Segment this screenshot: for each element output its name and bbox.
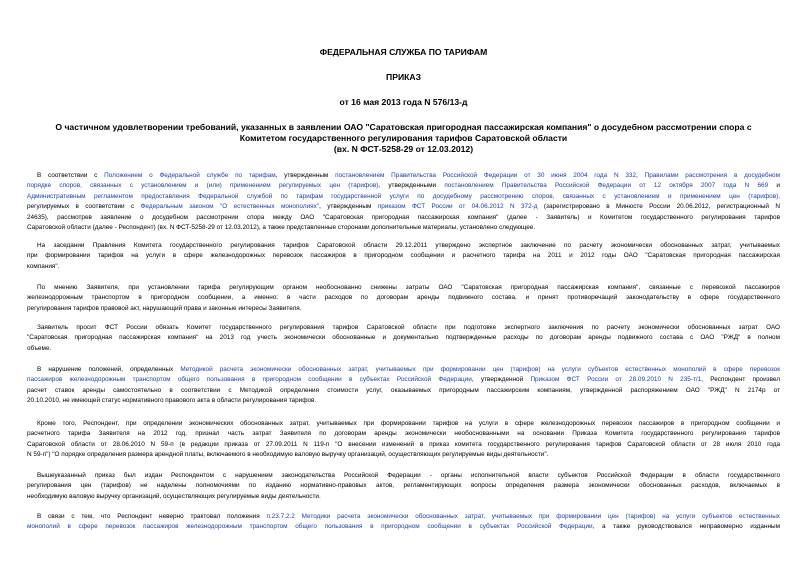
paragraph-line: регулирования цен (тарифов) не наделены полномочиями по изданию нормативно-правовых актов, регламентирующих вопросы определения размера экономически обоснованных расходов, включаемых в [27,482,780,490]
text-run: , Респондент произвел [701,376,781,384]
link-methodology-clause-cont[interactable]: монополий в сфере перевозок пассажиров железнодорожным транспортом общего пользования в пригородном сообщении в субъектах Российской Федерации [27,523,593,531]
link-dispute-rules-cont[interactable]: порядке споров, связанных с установлением и (или) применением регулируемых цен (тарифов) [27,182,379,190]
link-fst-regulation[interactable]: Положением о Федеральной службе по тарифам [104,172,276,179]
text-run: (зарегистрировано в Минюсте России 20.06.2012, регистрационный N [537,203,780,211]
text-run: , [636,172,645,179]
link-fst-order-372[interactable]: приказом ФСТ России от 04.06.2012 N 372-д [377,203,538,211]
paragraph-line: Кроме того, Респондент, при определении экономических обоснованных затрат, учитываемых при формировании тарифов на услуги в сфере железнодорожных перевозок пассажиров в пригородном сообщении и [37,420,780,427]
text-run: регулируемых в соответствии с [27,203,141,211]
paragraph-line: при формировании тарифов на услуги в сфере железнодорожных перевозок пассажиров в пригородном сообщении и расчетного тарифа на 2011 и 2012 годы ОАО "Саратовская пригородная пассажирская [27,252,780,260]
paragraph-line: По мнению Заявителя, при установлении тарифа регулирующим органом необоснованно снижены затраты ОАО "Саратовская пригородная пассажирская компания", связанные с перевозкой пассажиров [37,284,780,291]
paragraph-7 [27,471,780,502]
paragraph-line: Саратовской области (далее - Респондент) (вх. N ФСТ-5258-29 от 12.03.2012), а также представленные сторонами дополнительные материалы, установлено следующее. [27,224,536,232]
paragraph-line: компания". [27,262,60,270]
paragraph-line: N 59-п") "О порядке определения размера арендной платы, включаемого в необходимую валовую выручку организаций, осуществляющих регулируемые виды деятельности". [27,451,549,459]
paragraph-line: Саратовской области от 28.06.2010 N 59-п (в редакции приказа от 27.09.2011 N 119-п "О внесении изменений в приказ комитета государственного регулирования тарифов Саратовской области от 28 июля 2010 года [27,440,780,448]
paragraph-line: На заседании Правления Комитета государственного регулирования тарифов Саратовской области 29.12.2011 утверждено экспертное заключение по расчету экономически обоснованных затрат, учитываемых [37,242,780,249]
paragraph-line: Заявитель просит ФСТ России обязать Комитет государственного регулирования тарифов Саратовской области при подготовке экспертного заключения по расчету экономически обоснованных затрат ОАО [37,324,780,331]
link-government-decree-332[interactable]: постановлением Правительства Российской Федерации от 30 июня 2004 года N 332 [335,172,637,179]
text-run: В связи с тем, что Респондент неверно трактовал положения [37,513,267,520]
title-line-1: О частичном удовлетворении требований, указанных в заявлении ОАО "Саратовская пригородная пассажирская компания" о досудебном рассмотрении спора с [55,122,752,132]
text-run: , утвержденными [378,182,445,190]
paragraph-line: "Саратовская пригородная пассажирская компания" на 2013 год учесть экономически обоснованные и документально подтвержденные расходы по договорам аренды подвижного состава с ОАО "РЖД" в полном [27,334,780,342]
text-run: В соответствии с [37,172,105,179]
document-title [40,122,767,155]
agency-heading: ФЕДЕРАЛЬНАЯ СЛУЖБА ПО ТАРИФАМ [319,47,488,57]
paragraph-5 [27,365,780,407]
paragraph-line [27,522,780,532]
paragraph-line [27,202,780,212]
paragraph-line [27,512,780,522]
paragraph-line: объеме. [27,344,52,352]
document-kind: ПРИКАЗ [386,72,421,82]
paragraph-line: необходимую валовую выручку организаций, осуществляющих регулируемые виды деятельности. [27,492,321,500]
paragraph-line: 20.10.2010, не имеющей статус нормативного правового акта в области регулирования тарифов. [27,397,317,405]
paragraph-line: регулирования тарифов правовой акт, нарушающий права и законные интересы Заявителя. [27,304,302,312]
text-run: , а также руководствовался неправомерно изданным [592,523,780,531]
paragraph-line: расчет ставок аренды самостоятельно в соответствии с Методикой определения стоимости услуг, оказываемых пригородным пассажирским компаниям, утвержденной распоряжением ОАО "РЖД" N 2174р от [27,386,780,394]
paragraph-8 [27,512,780,533]
text-run: , утвержденным [319,203,378,211]
paragraph-2 [27,241,780,272]
paragraph-line [27,365,780,375]
link-cost-methodology-cont[interactable]: пассажиров железнодорожным транспортом общего пользования в пригородном сообщении в субъектах Российской Федерации [27,376,472,384]
paragraph-line [27,171,780,181]
link-government-decree-669[interactable]: постановлением Правительства Российской Федерации от 12 октября 2007 года N 669 [444,182,769,190]
text-run: В нарушение положений, определенных [37,366,181,373]
paragraph-line: расчетного тарифа Заявителя на 2012 год, признал часть затрат Заявителя по договорам аренды экономически необоснованными на основании Приказа Комитета государственного регулирования тарифов [27,430,780,438]
link-admin-regulation[interactable]: Административным регламентом предоставления Федеральной службой по тарифам государственной услуги по досудебному рассмотрению споров, связанных с установлением и применением цен (тарифов), [27,192,780,200]
link-dispute-rules[interactable]: Правилами рассмотрения в досудебном [644,172,780,179]
text-run: , утвержденной [471,376,531,384]
paragraph-line: 24635), рассмотрев заявление о досудебном рассмотрении спора между ОАО "Саратовская пригородная пассажирская компания" (далее - Заявитель) и Комитетом государственного регулирования тарифов [27,213,780,221]
paragraph-4 [27,323,780,354]
text-run: и [768,182,780,190]
paragraph-line: Вышеуказанный приказ был издан Респондентом с нарушением законодательства Российской Федерации - органы исполнительной власти субъектов Российской Федерации в области государственного [37,472,780,479]
paragraph-line [27,181,780,191]
link-cost-methodology[interactable]: Методикой расчета экономически обоснованных затрат, учитываемых при формировании цен (тарифов) на услуги субъектов естественных монополий в сфере перевозок [180,366,781,373]
title-line-2: Комитетом государственного регулирования тарифов Саратовской области [239,133,568,143]
paragraph-1 [27,171,780,233]
link-fst-order-235[interactable]: Приказом ФСТ России от 28.09.2010 N 235-т/1 [530,376,702,384]
paragraph-line [27,375,780,385]
document-date: от 16 мая 2013 года N 576/13-д [339,97,468,107]
link-methodology-clause[interactable]: п.23.7.2.2 Методики расчета экономически обоснованных затрат, учитываемых при формировании цен (тарифов) на услуги субъектов естественных [266,513,780,520]
title-line-3: (вх. N ФСТ-5258-29 от 12.03.2012) [333,144,474,154]
link-natural-monopolies-law[interactable]: Федеральным законом "О естественных монополиях" [140,203,320,211]
paragraph-line: железнодорожным транспортом в пригородном сообщении, а именно: в части расходов по договорам аренды подвижного состава, и принят противоречащий законодательству в сфере государственного [27,294,780,302]
paragraph-3 [27,283,780,314]
text-run: , утвержденным [275,172,336,179]
paragraph-6 [27,419,780,461]
paragraph-line [27,192,780,202]
